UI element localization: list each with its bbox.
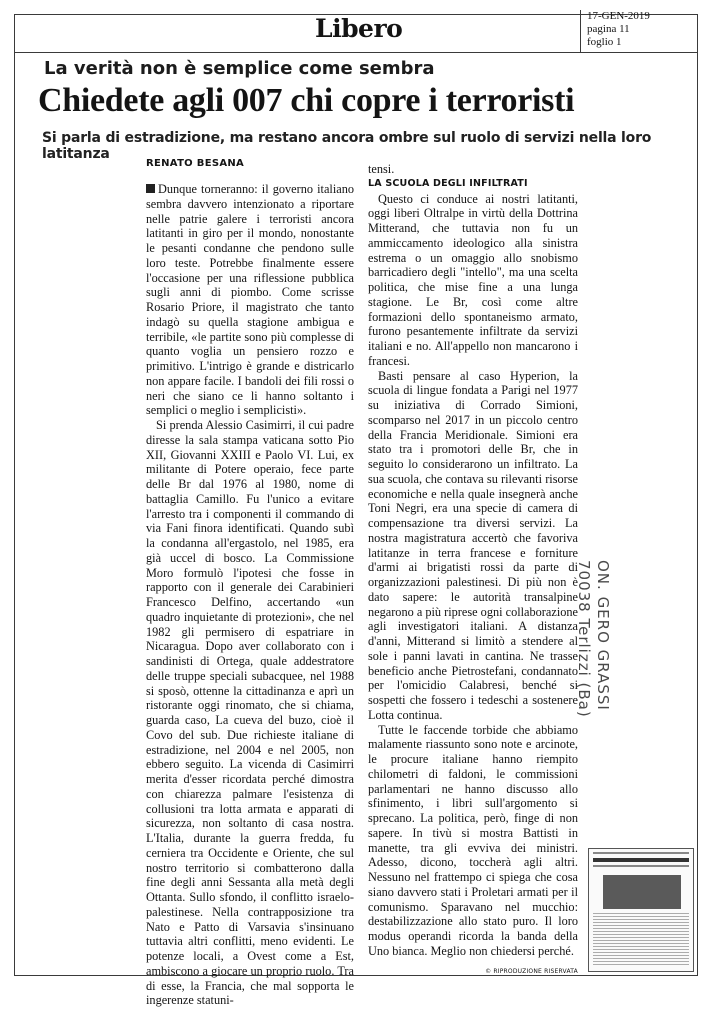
paragraph: Questo ci conduce ai nostri latitanti, oggi liberi Oltralpe in virtù della Dottrina Mitterand, che tuttavia non fu un ammiccamento ideologico alla sinistra estrema o un omaggio allo snobismo barricadiero degli "intello", ma una scelta politica, che mise fine a una lunga stagione. Le Br, così come altre formazioni dello spontaneismo armato, furono pesantemente infiltrate da servizi italiani e no. All'appello non mancarono i francesi. bbox=[368, 191, 578, 368]
paragraph-text: Dunque torneranno: il governo italiano sembra davvero intenzionato a riportare nelle patrie galere i terroristi ancora latitanti in giro per il mondo, nonostante le pesanti condanne che pendono sulle loro teste. Potrebbe finalmente essere l'occasione per una riflessione pubblica sugli anni di piombo. Come scrisse Rosario Priore, il magistrato che tanto indagò su quella stagione ambigua e terribile, «le partite sono più complesse di quanto voglia un pensiero rozzo e primitivo. L'intrigo è grande e districarlo non appare facile. I bandoli dei fili rossi o neri che siano ce li hanno soltanto i semplici o meglio i semplicisti». bbox=[146, 182, 354, 418]
article-column-1 bbox=[146, 182, 354, 1008]
thumb-photo bbox=[603, 875, 681, 909]
thumb-line bbox=[593, 865, 689, 867]
date-stamp bbox=[580, 10, 698, 52]
thumb-line bbox=[593, 852, 689, 854]
thumb-text-block bbox=[593, 913, 689, 967]
article-deck: Si parla di estradizione, ma restano ancora ombre sul ruolo di servizi nella loro latitanza bbox=[42, 130, 652, 162]
article-byline: RENATO BESANA bbox=[146, 158, 245, 169]
paragraph bbox=[146, 182, 354, 418]
article-headline: Chiedete agli 007 chi copre i terroristi bbox=[38, 82, 575, 119]
handwritten-stamp bbox=[574, 560, 612, 718]
paragraph: tensi. bbox=[368, 162, 395, 176]
paragraph: Tutte le faccende torbide che abbiamo malamente riassunto sono note e arcinote, le procure italiane hanno riempito chilometri di faldoni, le commissioni parlamentari ne hanno discusso allo sfinimento, i libri sull'argomento si sprecano. La politica, però, finge di non sapere. In tivù si mostra Battisti in manette, tra gli evviva dei ministri. Adesso, dicono, toccherà agli altri. Nessuno nel frattempo ci spiega che cosa siano davvero stati i Proletari armati per il comunismo. Sparavano nel mucchio: destabilizzazione allo stato puro. Il loro modus operandi ricorda la banda della Uno bianca. Meglio non chiedersi perché. bbox=[368, 722, 578, 958]
stamp-line-1: ON. GERO GRASSI bbox=[594, 560, 612, 711]
article-kicker: La verità non è semplice come sembra bbox=[44, 58, 435, 79]
lead-square-icon bbox=[146, 184, 155, 193]
article-column-2 bbox=[368, 162, 578, 979]
copyright-notice: © RIPRODUZIONE RISERVATA bbox=[485, 967, 578, 975]
masthead-logo: Libero bbox=[315, 14, 403, 43]
header-rule bbox=[14, 52, 698, 53]
stamp-line-2: 70038 Terlizzi (Ba) bbox=[575, 560, 593, 718]
page-thumbnail bbox=[588, 848, 694, 972]
stamp-page: pagina 11 bbox=[587, 23, 630, 35]
paragraph: Basti pensare al caso Hyperion, la scuola di lingue fondata a Parigi nel 1977 su iniziativa di Corrado Simioni, scomparso nel 2017 in un piccolo centro della Francia Meridionale. Simioni era stato tra i promotori delle Br, che in seguito lo considerarono un infiltrato. La sua scuola, che contava su rilevanti risorse economiche e nella quale insegnerà anche Toni Negri, era una specie di camera di compensazione tra diversi servizi. La nostra magistratura accertò che favoriva latitanze in terra francese e forniture d'armi ai brigatisti rossi da parte di organizzazioni palestinesi. Di più non è dato sapere: le autorità transalpine negarono a più riprese ogni collaborazione agli investigatori italiani. A distanza d'anni, Mitterand si limitò a stendere al sole i panni lavati in cantina. Ne trasse beneficio anche Pietrostefani, condannato per l'omicidio Calabresi, benché si sospetti che fossero i tedeschi a sostenere Lotta continua. bbox=[368, 368, 578, 722]
stamp-date: 17-GEN-2019 bbox=[587, 10, 650, 22]
paragraph: Si prenda Alessio Casimirri, il cui padre diresse la sala stampa vaticana sotto Pio XII, Giovanni XXIII e Paolo VI. Lui, ex militante di Potere operaio, fece parte delle Br dal 1976 al 1980, nome di battaglia Camillo. Fu l'unico a evitare l'arresto tra i componenti il commando di via Fani finora identificati. Quando subì la condanna all'ergastolo, nel 1985, era già uccel di bosco. La Commissione Moro formulò l'ipotesi che fosse in rapporto con il generale dei Carabinieri Francesco Delfino, accertando «un quadro inquietante di protezioni», che nel 1982 gli permisero di espatriare in Nicaragua. Dopo aver collaborato con i sandinisti di Ortega, quale addestratore delle truppe speciali subacquee, nel 1988 si sposò, ottenne la cittadinanza e aprì un ristorante oggi rinomato, che si chiama, guarda caso, La cueva del buzo, cioè il Covo del sub. Due richieste italiane di estradizione, nel 2004 e nel 2005, non ebbero seguito. La vicenda di Casimirri merita d'esser ricordata perché dimostra con chiarezza palmare l'esistenza di collusioni tra lotta armata e apparati di sicurezza, non soltanto di casa nostra. L'Italia, durante la guerra fredda, fu cerniera tra Occidente e Oriente, che sul nostro territorio si combatterono dalla fine degli anni Sessanta alla metà degli Ottanta. Sullo sfondo, il conflitto israelo-palestinese. Nella contrapposizione tra Nato e Patto di Varsavia s'insinuano tuttavia altri conflitti, meno evidenti. Le potenze locali, a Ovest come a Est, ambiscono a giocare un proprio ruolo. Tra di esse, la Francia, che mal sopporta le ingerenze statuni- bbox=[146, 418, 354, 1008]
section-subhead: LA SCUOLA DEGLI INFILTRATI bbox=[368, 177, 528, 189]
thumb-title bbox=[593, 858, 689, 862]
stamp-sheet: foglio 1 bbox=[587, 36, 622, 48]
